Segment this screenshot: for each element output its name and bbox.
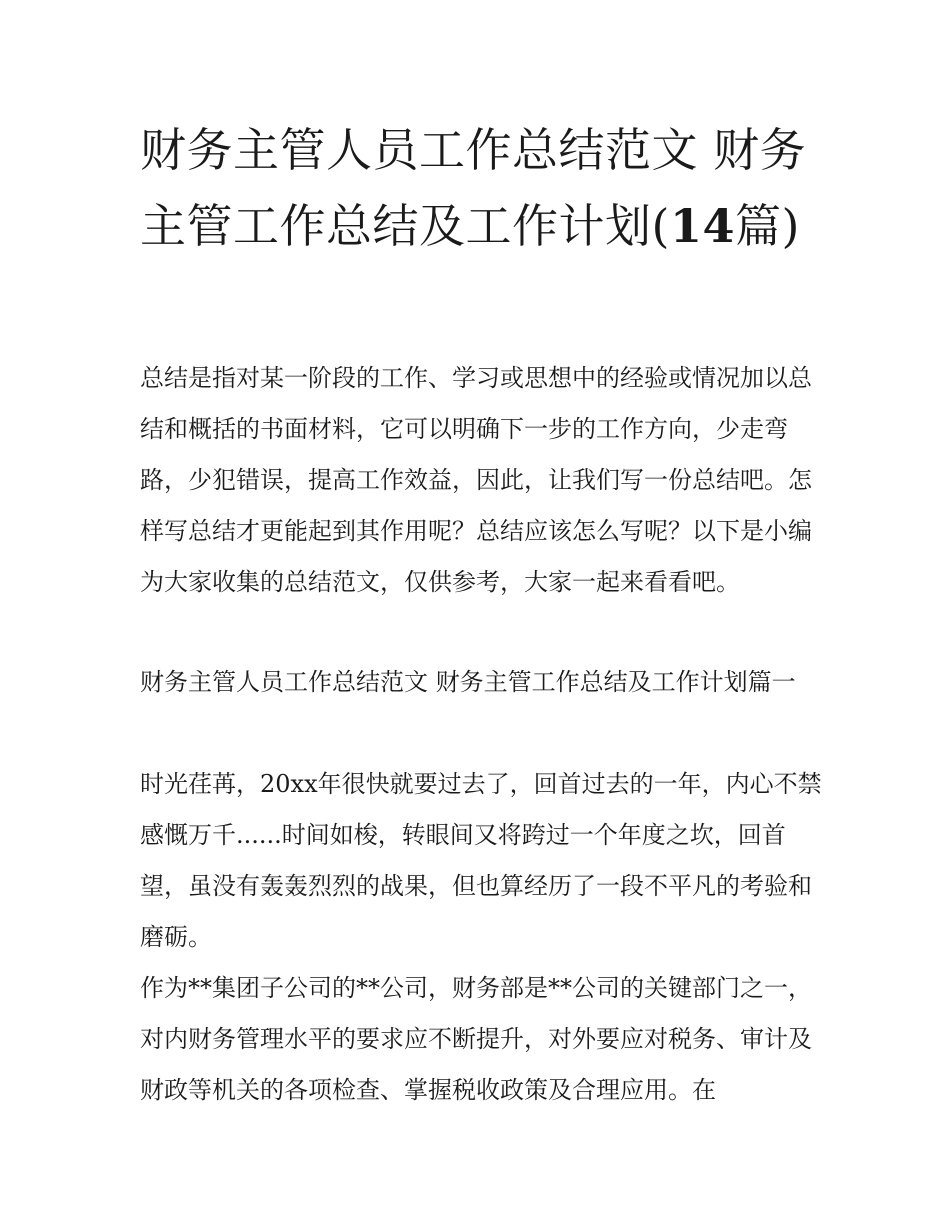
body-paragraph: 时光荏苒，20xx年很快就要过去了，回首过去的一年，内心不禁感慨万千......时间如梭，转眼间又将跨过一个年度之坎，回首望，虽没有轰轰烈烈的战果，但也算经历了一段不平凡的考验和磨砺。	[140, 770, 822, 951]
body-paragraph: 作为**集团子公司的**公司，财务部是**公司的关键部门之一，对内财务管理水平的要求应不断提升，对外要应对税务、审计及财政等机关的各项检查、掌握税收政策及合理应用。在	[140, 974, 812, 1104]
intro-paragraph: 总结是指对某一阶段的工作、学习或思想中的经验或情况加以总结和概括的书面材料，它可以明确下一步的工作方向，少走弯路，少犯错误，提高工作效益，因此，让我们写一份总结吧。怎样写总结才更能起到其作用呢？总结应该怎么写呢？以下是小编为大家收集的总结范文，仅供参考，大家一起来看看吧。	[140, 364, 812, 596]
document-title: 财务主管人员工作总结范文 财务主管工作总结及工作计划(14篇)	[140, 123, 807, 253]
section-heading: 财务主管人员工作总结范文 财务主管工作总结及工作计划篇一	[140, 668, 796, 696]
title-count: 14	[669, 199, 735, 253]
